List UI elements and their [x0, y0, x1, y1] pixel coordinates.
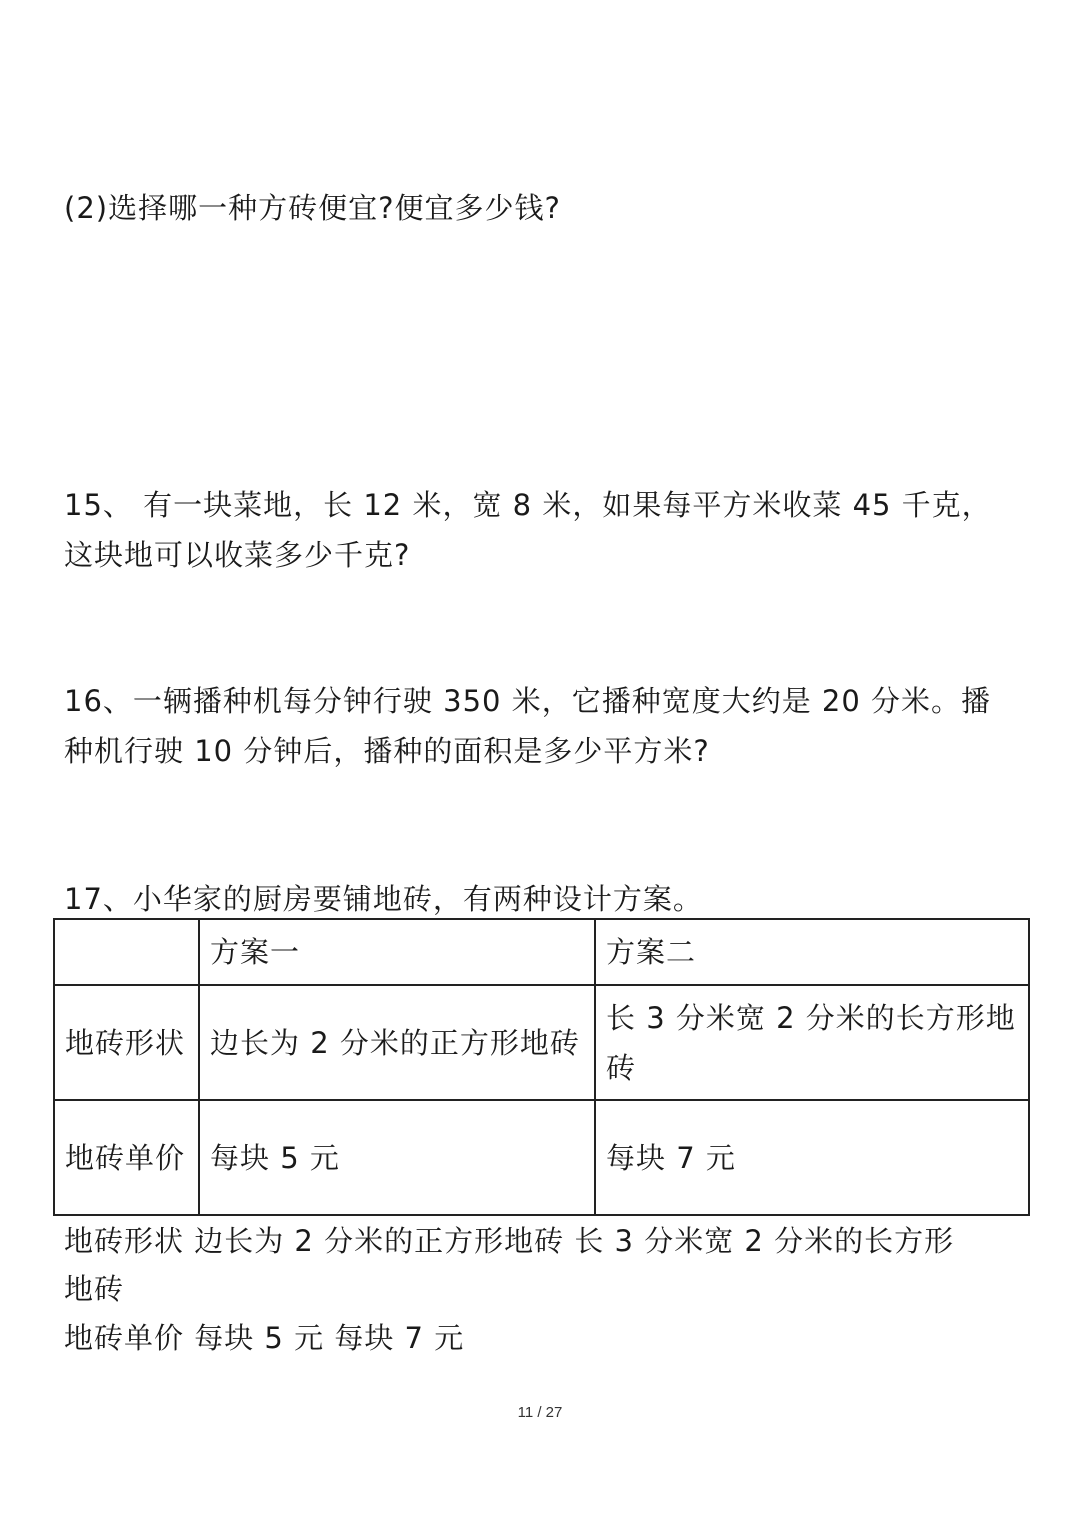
table-cell: 边长为 2 分米的正方形地砖	[199, 985, 595, 1100]
table-row	[54, 985, 1029, 1100]
table-header-cell: 方案一	[199, 919, 595, 985]
table-header-cell	[54, 919, 199, 985]
q15-line2: 这块地可以收菜多少千克?	[64, 538, 411, 572]
table-cell: 长 3 分米宽 2 分米的长方形地砖	[595, 985, 1029, 1100]
q17-repeat-line3: 地砖单价 每块 5 元 每块 7 元	[64, 1321, 465, 1355]
q17-intro: 17、小华家的厨房要铺地砖，有两种设计方案。	[64, 882, 703, 916]
q16-line2: 种机行驶 10 分钟后，播种的面积是多少平方米?	[64, 734, 710, 768]
table-cell: 地砖形状	[54, 985, 199, 1100]
q16-line1: 16、一辆播种机每分钟行驶 350 米，它播种宽度大约是 20 分米。播	[64, 684, 992, 718]
table-header-cell: 方案二	[595, 919, 1029, 985]
q17-repeat-line1: 地砖形状 边长为 2 分米的正方形地砖 长 3 分米宽 2 分米的长方形	[64, 1224, 955, 1258]
table-cell: 地砖单价	[54, 1100, 199, 1215]
table-row	[54, 1100, 1029, 1215]
plan-comparison-table	[53, 918, 1030, 1216]
page-number: 11 / 27	[517, 1404, 563, 1421]
q15-line1: 15、 有一块菜地，长 12 米，宽 8 米，如果每平方米收菜 45 千克，	[64, 488, 992, 522]
q17-repeat-line2: 地砖	[64, 1272, 125, 1306]
table-header-row	[54, 919, 1029, 985]
table-cell: 每块 5 元	[199, 1100, 595, 1215]
table-cell: 每块 7 元	[595, 1100, 1029, 1215]
q14-part2-text: (2)选择哪一种方砖便宜?便宜多少钱?	[64, 191, 561, 225]
